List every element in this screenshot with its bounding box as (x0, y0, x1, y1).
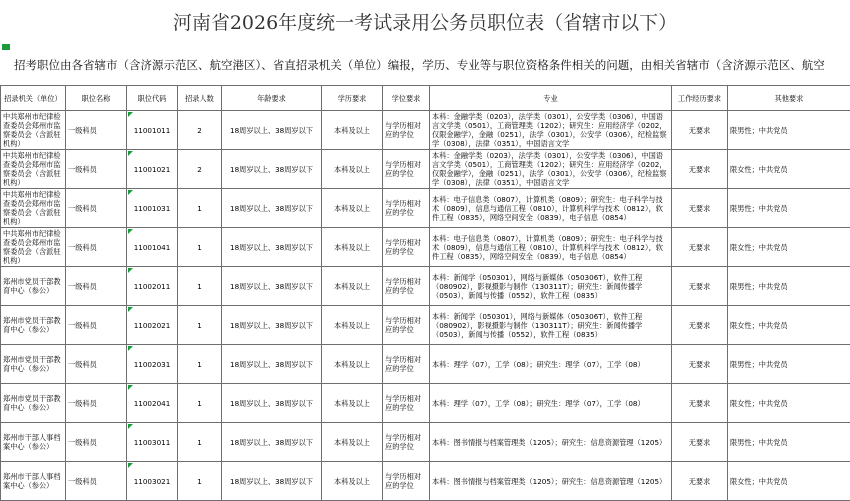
cell-unit[interactable] (1, 384, 66, 423)
cell-major-text: 本科：金融学类（0203），法学类（0301），公安学类（0306），中国语言文学类（0501），工商管理类（1202）；研究生：应用经济学（0202，仅限金融学），金融（0251），法学（0301），公安学（0306），纪检监察学（0308），法律（0351），中国语言文学 (432, 112, 669, 148)
cell-age[interactable] (222, 267, 322, 306)
cell-unit-text: 中共郑州市纪律检查委员会郑州市监察委员会（含派驻机构） (3, 229, 63, 265)
cell-unit[interactable] (1, 423, 66, 462)
cell-code[interactable] (127, 228, 178, 267)
cell-experience[interactable] (672, 423, 728, 462)
header-degree[interactable]: 学位要求 (383, 86, 430, 111)
cell-age-text: 18周岁以上、38周岁以下 (224, 126, 319, 135)
cell-degree-text: 与学历相对应的学位 (385, 238, 427, 256)
cell-position[interactable] (66, 384, 127, 423)
cell-degree-text: 与学历相对应的学位 (385, 199, 427, 217)
cell-education[interactable] (322, 345, 383, 384)
cell-position[interactable] (66, 111, 127, 150)
cell-experience[interactable] (672, 111, 728, 150)
cell-other-text: 限男性；中共党员 (730, 360, 848, 369)
header-other[interactable]: 其他要求 (728, 86, 850, 111)
position-table (0, 85, 850, 501)
cell-major-text: 本科：图书情报与档案管理类（1205）；研究生：信息资源管理（1205） (432, 438, 669, 447)
cell-position[interactable] (66, 267, 127, 306)
cell-major[interactable] (430, 345, 672, 384)
cell-education[interactable] (322, 267, 383, 306)
cell-education-text: 本科及以上 (324, 360, 380, 369)
cell-code[interactable] (127, 111, 178, 150)
cell-unit-text: 郑州市党员干部教育中心（参公） (3, 277, 63, 295)
cell-other-text: 限女性；中共党员 (730, 477, 848, 486)
cell-count[interactable] (178, 189, 222, 228)
cell-position[interactable] (66, 345, 127, 384)
table-row (1, 267, 850, 306)
cell-code-text: 11002031 (129, 360, 175, 369)
cell-position[interactable] (66, 228, 127, 267)
cell-count[interactable] (178, 345, 222, 384)
cell-education[interactable] (322, 150, 383, 189)
cell-education[interactable] (322, 384, 383, 423)
cell-degree-text: 与学历相对应的学位 (385, 472, 427, 490)
cell-major[interactable] (430, 228, 672, 267)
table-row (1, 462, 850, 501)
cell-unit-text: 郑州市党员干部教育中心（参公） (3, 316, 63, 334)
cell-unit[interactable] (1, 189, 66, 228)
cell-code[interactable] (127, 150, 178, 189)
cell-code[interactable] (127, 189, 178, 228)
cell-count-text: 1 (180, 204, 219, 213)
cell-age[interactable] (222, 462, 322, 501)
cell-unit-text: 中共郑州市纪律检查委员会郑州市监察委员会（含派驻机构） (3, 151, 63, 187)
cell-count[interactable] (178, 306, 222, 345)
cell-major-text: 本科：新闻学（050301），网络与新媒体（050306T），软件工程（080902），影视摄影与制作（130311T）；研究生：新闻传播学（0503），新闻与传播（0552），软件工程（0835） (432, 312, 669, 339)
cell-marker-icon (128, 346, 133, 351)
header-experience[interactable]: 工作经历要求 (672, 86, 728, 111)
cell-experience[interactable] (672, 462, 728, 501)
cell-other[interactable] (728, 267, 850, 306)
cell-education[interactable] (322, 189, 383, 228)
cell-count-text: 1 (180, 399, 219, 408)
cell-education-text: 本科及以上 (324, 321, 380, 330)
cell-unit[interactable] (1, 111, 66, 150)
header-position[interactable]: 职位名称 (66, 86, 127, 111)
header-unit[interactable]: 招录机关（单位） (1, 86, 66, 111)
cell-major-text: 本科：理学（07），工学（08）；研究生：理学（07），工学（08） (432, 360, 669, 369)
cell-other-text: 限女性；中共党员 (730, 399, 848, 408)
cell-age-text: 18周岁以上、38周岁以下 (224, 165, 319, 174)
cell-code[interactable] (127, 462, 178, 501)
cell-count-text: 2 (180, 126, 219, 135)
cell-position-text: 一级科员 (68, 399, 124, 408)
cell-experience-text: 无要求 (674, 204, 725, 213)
cell-experience-text: 无要求 (674, 126, 725, 135)
cell-position[interactable] (66, 462, 127, 501)
cell-marker-icon (128, 268, 133, 273)
cell-education[interactable] (322, 111, 383, 150)
cell-degree[interactable] (383, 111, 430, 150)
cell-code-text: 11002021 (129, 321, 175, 330)
cell-experience[interactable] (672, 267, 728, 306)
cell-age-text: 18周岁以上、38周岁以下 (224, 399, 319, 408)
cell-age[interactable] (222, 150, 322, 189)
cell-education-text: 本科及以上 (324, 477, 380, 486)
table-row (1, 189, 850, 228)
cell-other[interactable] (728, 306, 850, 345)
cell-count-text: 1 (180, 477, 219, 486)
cell-experience-text: 无要求 (674, 477, 725, 486)
cell-code[interactable] (127, 267, 178, 306)
cell-other-text: 限女性；中共党员 (730, 243, 848, 252)
cell-position-text: 一级科员 (68, 282, 124, 291)
cell-major[interactable] (430, 267, 672, 306)
cell-education-text: 本科及以上 (324, 399, 380, 408)
table-row (1, 150, 850, 189)
cell-unit-text: 郑州市党员干部教育中心（参公） (3, 394, 63, 412)
cell-other[interactable] (728, 111, 850, 150)
cell-education-text: 本科及以上 (324, 243, 380, 252)
cell-education-text: 本科及以上 (324, 282, 380, 291)
notice-text: 招考职位由各省辖市（含济源示范区、航空港区）、省直招录机关（单位）编报，学历、专业等与职位资格条件相关的问题，由相关省辖市（含济源示范区、航空 (14, 57, 850, 73)
cell-count[interactable] (178, 150, 222, 189)
cell-count[interactable] (178, 462, 222, 501)
cell-unit-text: 中共郑州市纪律检查委员会郑州市监察委员会（含派驻机构） (3, 112, 63, 148)
cell-position-text: 一级科员 (68, 204, 124, 213)
cell-major[interactable] (430, 189, 672, 228)
cell-other[interactable] (728, 150, 850, 189)
cell-other[interactable] (728, 423, 850, 462)
cell-age-text: 18周岁以上、38周岁以下 (224, 360, 319, 369)
cell-degree-text: 与学历相对应的学位 (385, 433, 427, 451)
cell-education-text: 本科及以上 (324, 438, 380, 447)
cell-code-text: 11001031 (129, 204, 175, 213)
cell-major[interactable] (430, 423, 672, 462)
cell-position[interactable] (66, 189, 127, 228)
cell-marker-icon (128, 307, 133, 312)
cell-experience[interactable] (672, 228, 728, 267)
cell-education[interactable] (322, 228, 383, 267)
cell-major-text: 本科：金融学类（0203），法学类（0301），公安学类（0306），中国语言文学类（0501），工商管理类（1202）；研究生：应用经济学（0202，仅限金融学），金融（0251），法学（0301），公安学（0306），纪检监察学（0308），法律（0351），中国语言文学 (432, 151, 669, 187)
cell-marker-icon (128, 424, 133, 429)
cell-count[interactable] (178, 267, 222, 306)
cell-degree[interactable] (383, 423, 430, 462)
cell-position-text: 一级科员 (68, 126, 124, 135)
cell-experience[interactable] (672, 189, 728, 228)
cell-degree-text: 与学历相对应的学位 (385, 316, 427, 334)
cell-position-text: 一级科员 (68, 243, 124, 252)
cell-code-text: 11002011 (129, 282, 175, 291)
cell-experience-text: 无要求 (674, 360, 725, 369)
cell-degree-text: 与学历相对应的学位 (385, 121, 427, 139)
cell-count-text: 1 (180, 438, 219, 447)
cell-unit[interactable] (1, 228, 66, 267)
cell-degree[interactable] (383, 189, 430, 228)
cell-age[interactable] (222, 423, 322, 462)
cell-code[interactable] (127, 384, 178, 423)
cell-code[interactable] (127, 306, 178, 345)
header-count[interactable]: 招录人数 (178, 86, 222, 111)
cell-position[interactable] (66, 150, 127, 189)
cell-degree-text: 与学历相对应的学位 (385, 355, 427, 373)
cell-unit-text: 郑州市党员干部教育中心（参公） (3, 355, 63, 373)
cell-age[interactable] (222, 384, 322, 423)
cell-experience-text: 无要求 (674, 165, 725, 174)
cell-position-text: 一级科员 (68, 438, 124, 447)
cell-major-text: 本科：图书情报与档案管理类（1205）；研究生：信息资源管理（1205） (432, 477, 669, 486)
cell-code-text: 11002041 (129, 399, 175, 408)
cell-major-text: 本科：新闻学（050301），网络与新媒体（050306T），软件工程（080902），影视摄影与制作（130311T）；研究生：新闻传播学（0503），新闻与传播（0552），软件工程（0835） (432, 273, 669, 300)
cell-experience[interactable] (672, 345, 728, 384)
cell-major[interactable] (430, 111, 672, 150)
table-row (1, 306, 850, 345)
cell-unit-text: 郑州市干部人事档案中心（参公） (3, 433, 63, 451)
cell-marker-icon (128, 190, 133, 195)
table-row (1, 384, 850, 423)
cell-code-text: 11001011 (129, 126, 175, 135)
cell-count[interactable] (178, 423, 222, 462)
table-row (1, 228, 850, 267)
cell-code[interactable] (127, 423, 178, 462)
cell-unit[interactable] (1, 462, 66, 501)
cell-age-text: 18周岁以上、38周岁以下 (224, 321, 319, 330)
cell-count-text: 2 (180, 165, 219, 174)
sheet-title: 河南省2026年度统一考试录用公务员职位表（省辖市以下） (0, 8, 850, 35)
cell-other[interactable] (728, 462, 850, 501)
cell-marker-icon (128, 463, 133, 468)
cell-code-text: 11003021 (129, 477, 175, 486)
cell-age-text: 18周岁以上、38周岁以下 (224, 204, 319, 213)
cell-code-text: 11001041 (129, 243, 175, 252)
cell-major[interactable] (430, 306, 672, 345)
cell-age-text: 18周岁以上、38周岁以下 (224, 477, 319, 486)
cell-experience[interactable] (672, 150, 728, 189)
cell-education[interactable] (322, 423, 383, 462)
cell-degree[interactable] (383, 228, 430, 267)
cell-experience[interactable] (672, 384, 728, 423)
cell-marker-icon (128, 151, 133, 156)
cell-other[interactable] (728, 228, 850, 267)
cell-major-text: 本科：理学（07），工学（08）；研究生：理学（07），工学（08） (432, 399, 669, 408)
cell-degree-text: 与学历相对应的学位 (385, 160, 427, 178)
cell-age-text: 18周岁以上、38周岁以下 (224, 438, 319, 447)
cell-age[interactable] (222, 228, 322, 267)
cell-count-text: 1 (180, 282, 219, 291)
cell-education[interactable] (322, 462, 383, 501)
cell-major[interactable] (430, 462, 672, 501)
cell-other-text: 限女性；中共党员 (730, 321, 848, 330)
cell-marker-icon (2, 44, 10, 50)
table-row (1, 111, 850, 150)
cell-marker-icon (128, 229, 133, 234)
cell-other-text: 限男性；中共党员 (730, 204, 848, 213)
cell-age[interactable] (222, 306, 322, 345)
cell-code-text: 11003011 (129, 438, 175, 447)
cell-degree[interactable] (383, 150, 430, 189)
cell-position[interactable] (66, 306, 127, 345)
cell-experience[interactable] (672, 306, 728, 345)
cell-marker-icon (128, 112, 133, 117)
cell-other-text: 限男性；中共党员 (730, 126, 848, 135)
cell-other-text: 限男性；中共党员 (730, 438, 848, 447)
cell-position[interactable] (66, 423, 127, 462)
header-education[interactable]: 学历要求 (322, 86, 383, 111)
cell-age[interactable] (222, 345, 322, 384)
cell-count-text: 1 (180, 321, 219, 330)
cell-other[interactable] (728, 384, 850, 423)
cell-education-text: 本科及以上 (324, 204, 380, 213)
cell-unit[interactable] (1, 150, 66, 189)
cell-major[interactable] (430, 150, 672, 189)
cell-major[interactable] (430, 384, 672, 423)
cell-education[interactable] (322, 306, 383, 345)
cell-unit-text: 中共郑州市纪律检查委员会郑州市监察委员会（含派驻机构） (3, 190, 63, 226)
cell-position-text: 一级科员 (68, 477, 124, 486)
cell-other-text: 限女性；中共党员 (730, 165, 848, 174)
header-code[interactable]: 职位代码 (127, 86, 178, 111)
cell-unit[interactable] (1, 306, 66, 345)
cell-unit-text: 郑州市干部人事档案中心（参公） (3, 472, 63, 490)
cell-age[interactable] (222, 111, 322, 150)
cell-experience-text: 无要求 (674, 438, 725, 447)
cell-education-text: 本科及以上 (324, 165, 380, 174)
cell-experience-text: 无要求 (674, 321, 725, 330)
cell-degree[interactable] (383, 306, 430, 345)
cell-count[interactable] (178, 111, 222, 150)
cell-position-text: 一级科员 (68, 165, 124, 174)
cell-unit[interactable] (1, 267, 66, 306)
cell-other[interactable] (728, 189, 850, 228)
cell-degree-text: 与学历相对应的学位 (385, 277, 427, 295)
cell-marker-icon (128, 385, 133, 390)
cell-major-text: 本科：电子信息类（0807），计算机类（0809）；研究生：电子科学与技术（0809），信息与通信工程（0810），计算机科学与技术（0812），软件工程（0835），网络空间安全（0839），电子信息（0854） (432, 234, 669, 261)
cell-experience-text: 无要求 (674, 399, 725, 408)
cell-age[interactable] (222, 189, 322, 228)
cell-degree-text: 与学历相对应的学位 (385, 394, 427, 412)
header-major[interactable]: 专业 (430, 86, 672, 111)
cell-age-text: 18周岁以上、38周岁以下 (224, 243, 319, 252)
cell-other-text: 限男性；中共党员 (730, 282, 848, 291)
cell-major-text: 本科：电子信息类（0807），计算机类（0809）；研究生：电子科学与技术（0809），信息与通信工程（0810），计算机科学与技术（0812），软件工程（0835），网络空间安全（0839），电子信息（0854） (432, 195, 669, 222)
table-row (1, 423, 850, 462)
cell-count-text: 1 (180, 243, 219, 252)
cell-experience-text: 无要求 (674, 243, 725, 252)
table-row (1, 345, 850, 384)
cell-count[interactable] (178, 228, 222, 267)
cell-position-text: 一级科员 (68, 321, 124, 330)
cell-other[interactable] (728, 345, 850, 384)
cell-degree[interactable] (383, 267, 430, 306)
cell-age-text: 18周岁以上、38周岁以下 (224, 282, 319, 291)
header-row (1, 86, 850, 111)
header-age[interactable]: 年龄要求 (222, 86, 322, 111)
cell-position-text: 一级科员 (68, 360, 124, 369)
cell-degree[interactable] (383, 462, 430, 501)
cell-code-text: 11001021 (129, 165, 175, 174)
cell-education-text: 本科及以上 (324, 126, 380, 135)
cell-degree[interactable] (383, 345, 430, 384)
cell-unit[interactable] (1, 345, 66, 384)
cell-count-text: 1 (180, 360, 219, 369)
cell-code[interactable] (127, 345, 178, 384)
cell-degree[interactable] (383, 384, 430, 423)
cell-count[interactable] (178, 384, 222, 423)
cell-experience-text: 无要求 (674, 282, 725, 291)
